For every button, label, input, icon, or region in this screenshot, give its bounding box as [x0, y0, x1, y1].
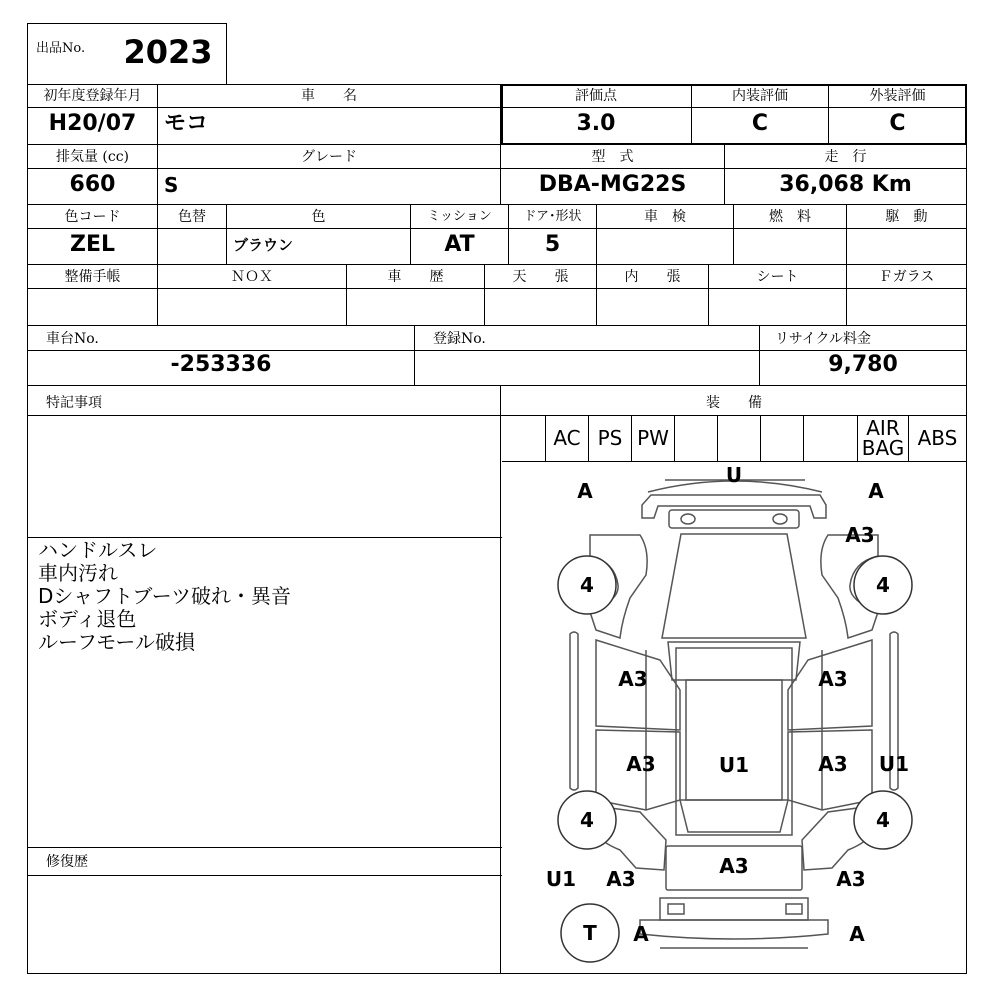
color-code-value: ZEL [70, 232, 115, 257]
note-line: ルーフモール破損 [38, 630, 195, 654]
rule [27, 325, 967, 326]
equip-pw: PW [637, 426, 669, 450]
tire-front-left: 4 [580, 573, 594, 597]
door-label: ドア･形状 [523, 209, 582, 224]
ceiling-label: 天 張 [512, 269, 569, 285]
inspection-label: 車 検 [644, 209, 686, 225]
interior-label: 内装評価 [732, 88, 788, 104]
exterior-value: C [889, 111, 906, 136]
score-label: 評価点 [575, 88, 617, 104]
equip-airbag: AIR BAG [861, 416, 905, 460]
car-diagram [501, 462, 966, 973]
mileage-value: 36,068 Km [779, 172, 912, 197]
tire-front-right: 4 [876, 573, 890, 597]
rule [803, 415, 804, 461]
first-reg-value: H20/07 [48, 111, 137, 136]
equip-ac: AC [553, 426, 581, 450]
chassis-value: -253336 [170, 352, 272, 377]
mark-right-rear: A3 [836, 867, 866, 891]
rule [27, 168, 967, 169]
f-glass-label: Ｆガラス [878, 269, 935, 285]
lot-label: 出品No. [36, 41, 86, 56]
tire-spare: T [583, 921, 597, 945]
model-label: 型 式 [591, 149, 634, 165]
mark-top: U [725, 463, 743, 487]
score-value: 3.0 [576, 111, 616, 136]
equip-ps: PS [597, 426, 623, 450]
mark-rear-right: A [849, 922, 865, 946]
lot-number: 2023 [123, 33, 213, 71]
rule [760, 415, 761, 461]
tire-rear-right: 4 [876, 808, 890, 832]
displacement-label: 排気量 (cc) [55, 149, 130, 165]
mark-front-right: A [868, 479, 884, 503]
fuel-label: 燃 料 [769, 209, 811, 225]
interior-value: C [751, 111, 769, 136]
recycle-value: 9,780 [828, 352, 898, 377]
mark-left-rear-quarter: U1 [545, 867, 577, 891]
color-label: 色 [311, 209, 326, 225]
exterior-label: 外装評価 [869, 88, 926, 104]
rule [674, 415, 675, 461]
rule [717, 415, 718, 461]
mark-right-rocker: U1 [878, 752, 910, 776]
rule [27, 415, 967, 416]
note-line: ボディ退色 [38, 607, 137, 631]
mark-right-front-door: A3 [818, 667, 848, 691]
interior-lining-label: 内 張 [624, 269, 681, 285]
recycle-label: リサイクル料金 [775, 331, 872, 347]
mark-right-rear-door: A3 [818, 752, 848, 776]
rule [27, 288, 967, 289]
nox-label: ＮＯＸ [231, 269, 273, 285]
door-value: 5 [544, 232, 561, 257]
maintenance-label: 整備手帳 [64, 269, 121, 285]
mark-roof: U1 [718, 753, 750, 777]
rule [27, 204, 967, 205]
notes-list [38, 539, 291, 654]
car-name-label: 車 名 [301, 88, 357, 104]
mileage-label: 走 行 [824, 149, 867, 165]
repair-label: 修復歴 [46, 854, 88, 870]
rule [27, 385, 967, 386]
mark-left-rear: A3 [606, 867, 636, 891]
mark-left-front-door: A3 [618, 667, 648, 691]
transmission-label: ミッション [427, 209, 492, 224]
history-label: 車 歴 [387, 269, 444, 285]
note-line: Dシャフトブーツ破れ・異音 [38, 584, 292, 608]
color-change-label: 色替 [178, 209, 206, 225]
chassis-label: 車台No. [46, 331, 99, 347]
displacement-value: 660 [69, 172, 116, 197]
car-name-value: モコ [164, 111, 209, 136]
mark-rear-left: A [633, 922, 649, 946]
notes-label: 特記事項 [46, 395, 102, 411]
drive-label: 駆 動 [885, 209, 928, 225]
grade-label: グレード [301, 149, 357, 165]
color-value: ブラウン [233, 236, 294, 254]
transmission-value: AT [444, 232, 475, 257]
equipment-label: 装 備 [706, 395, 762, 411]
mark-right-front-fender: A3 [845, 523, 875, 547]
rule [27, 875, 502, 876]
rule [27, 847, 502, 848]
note-line: ハンドルスレ [38, 538, 158, 562]
grade-value: S [164, 173, 179, 197]
equip-abs: ABS [917, 426, 958, 450]
mark-front-left: A [577, 479, 593, 503]
note-line: 車内汚れ [38, 561, 118, 585]
rule [27, 228, 967, 229]
rule [27, 264, 967, 265]
mark-trunk: A3 [719, 854, 749, 878]
seat-label: シート [756, 269, 799, 285]
mark-left-rear-door: A3 [626, 752, 656, 776]
color-code-label: 色コード [64, 209, 121, 225]
tire-rear-left: 4 [580, 808, 594, 832]
reg-no-label: 登録No. [433, 331, 486, 347]
rule [414, 325, 415, 385]
model-value: DBA-MG22S [538, 172, 687, 197]
first-reg-label: 初年度登録年月 [43, 88, 142, 104]
